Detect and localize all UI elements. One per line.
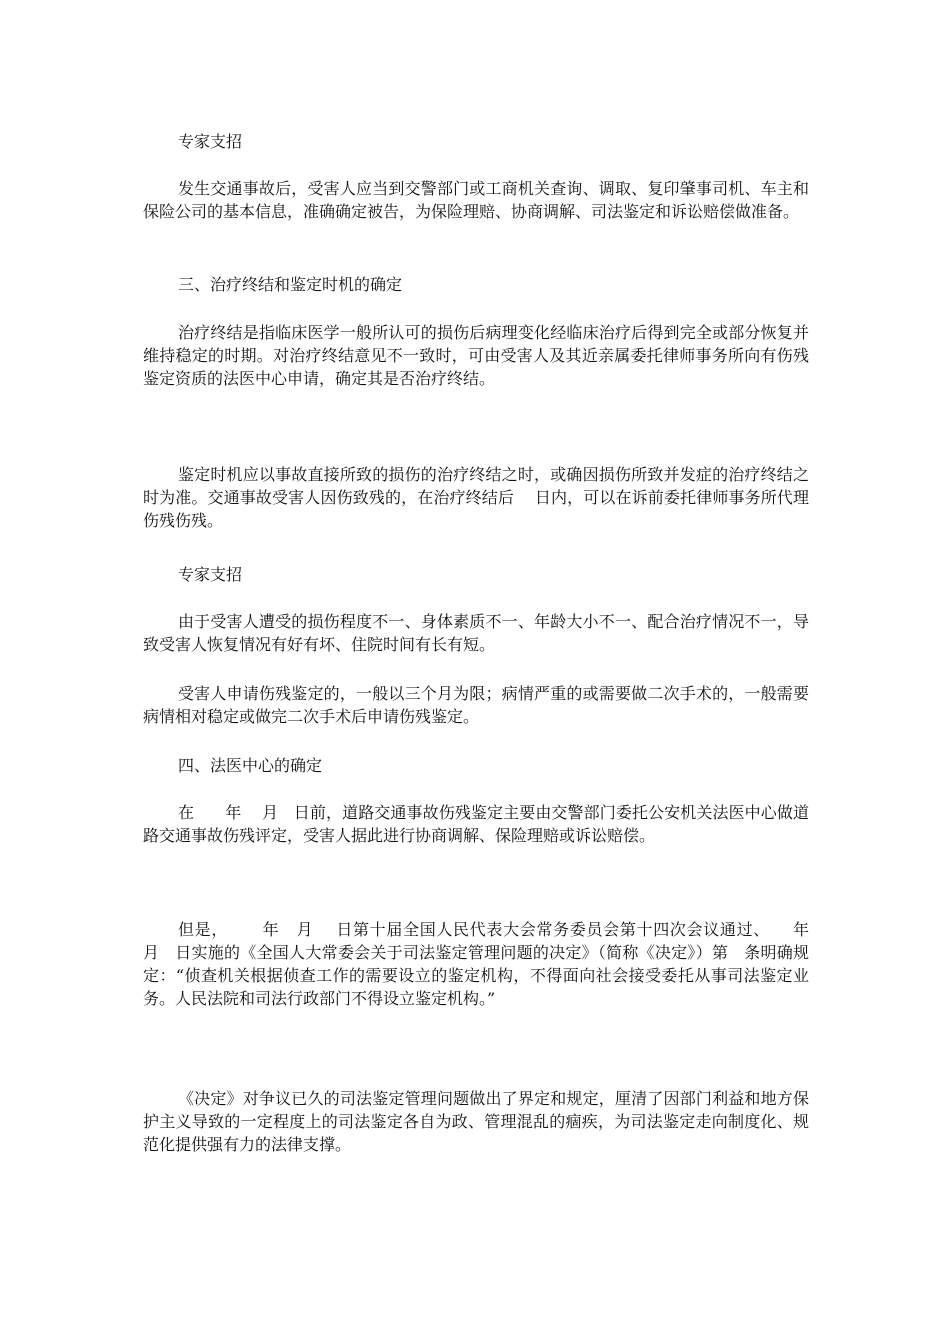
section-heading-3: 三、治疗终结和鉴定时机的确定 bbox=[178, 275, 403, 294]
paragraph-treatment-end: 治疗终结是指临床医学一般所认可的损伤后病理变化经临床治疗后得到完全或部分恢复并维持稳定的时期。对治疗终结意见不一致时，可由受害人及其近亲属委托律师事务所向有伤残鉴定资质的法医中心申请，确定其是否治疗终结。 bbox=[143, 323, 809, 388]
paragraph-appraisal-timing: 鉴定时机应以事故直接所致的损伤的治疗终结之时，或确因损伤所致并发症的治疗终结之时为准。交通事故受害人因伤致残的，在治疗终结后 日内，可以在诉前委托律师事务所代理伤残伤残。 bbox=[143, 465, 809, 530]
paragraph-injury-variance: 由于受害人遭受的损伤程度不一、身体素质不一、年龄大小不一、配合治疗情况不一，导致受害人恢复情况有好有坏、住院时间有长有短。 bbox=[143, 612, 809, 654]
section-heading-4: 四、法医中心的确定 bbox=[178, 756, 323, 775]
paragraph-before-date: 在 年 月 日前，道路交通事故伤残鉴定主要由交警部门委托公安机关法医中心做道路交通事故伤残评定，受害人据此进行协商调解、保险理赔或诉讼赔偿。 bbox=[143, 803, 809, 845]
paragraph-accident-info: 发生交通事故后，受害人应当到交警部门或工商机关查询、调取、复印肇事司机、车主和保险公司的基本信息，准确确定被告，为保险理赔、协商调解、司法鉴定和诉讼赔偿做准备。 bbox=[143, 179, 809, 221]
paragraph-decision-significance: 《决定》对争议已久的司法鉴定管理问题做出了界定和规定，厘清了因部门利益和地方保护主义导致的一定程度上的司法鉴定各自为政、管理混乱的痼疾，为司法鉴定走向制度化、规范化提供强有力的法律支撑。 bbox=[143, 1089, 809, 1154]
paragraph-decision-article: 但是， 年 月 日第十届全国人民代表大会常务委员会第十四次会议通过、 年 月 日实施的《全国人大常委会关于司法鉴定管理问题的决定》（简称《决定》）第 条明确规定：“侦查机关根据侦查工作的需要设立的鉴定机构，不得面向社会接受委托从事司法鉴定业务。人民法院和司法行政部门不得设立鉴定机构。” bbox=[143, 920, 830, 1008]
section-heading-expert-tips-2: 专家支招 bbox=[178, 565, 243, 584]
paragraph-application-period: 受害人申请伤残鉴定的，一般以三个月为限；病情严重的或需要做二次手术的，一般需要病情相对稳定或做完二次手术后申请伤残鉴定。 bbox=[143, 684, 809, 726]
section-heading-expert-tips-1: 专家支招 bbox=[178, 132, 243, 151]
